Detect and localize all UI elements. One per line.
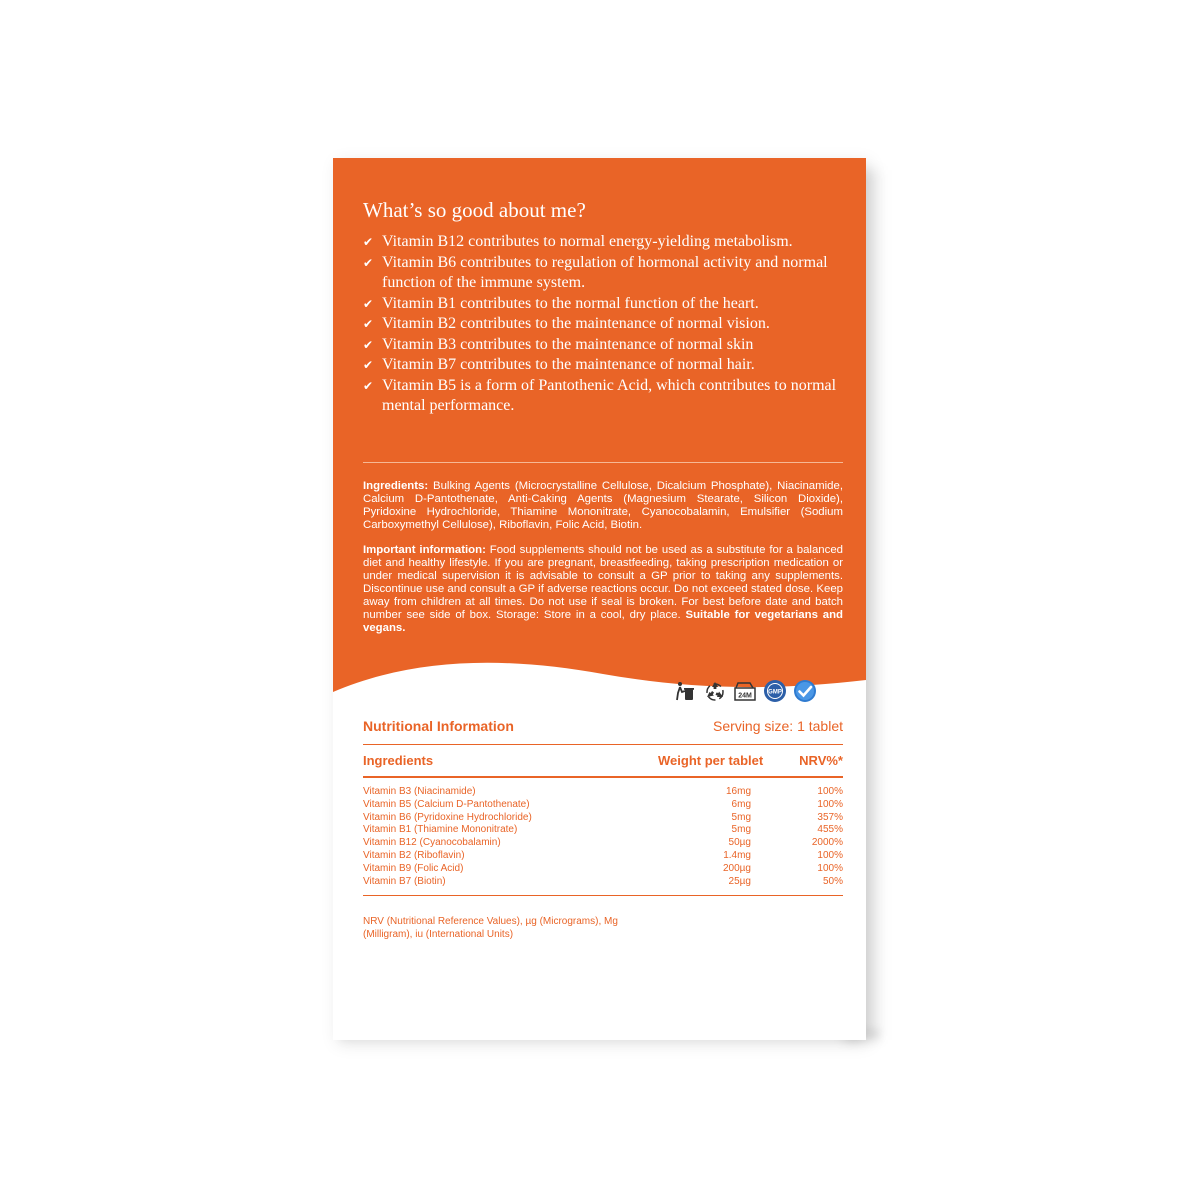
verified-check-icon bbox=[793, 679, 817, 703]
table-row bbox=[363, 786, 843, 799]
row-nrv: 100% bbox=[817, 798, 843, 810]
benefits-heading: What’s so good about me? bbox=[363, 198, 586, 222]
row-weight: 5mg bbox=[731, 811, 751, 823]
benefit-text: Vitamin B1 contributes to the normal function of the heart. bbox=[382, 294, 759, 312]
benefit-text: Vitamin B3 contributes to the maintenance of normal skin bbox=[382, 335, 754, 353]
benefit-text: Vitamin B7 contributes to the maintenance of normal hair. bbox=[382, 356, 755, 373]
benefit-text: Vitamin B12 contributes to normal energy-yielding metabolism. bbox=[382, 233, 793, 250]
table-bottom-rule bbox=[363, 895, 843, 896]
shelf-life-24m-icon bbox=[733, 679, 757, 703]
benefit-item bbox=[361, 253, 851, 294]
nrv-footnote: NRV (Nutritional Reference Values), µg (Micrograms), Mg (Milligram), iu (International Units) bbox=[363, 916, 618, 940]
ingredients-text: Bulking Agents (Microcrystalline Cellulose, Dicalcium Phosphate), Niacinamide, Calcium D-Pantothenate, Anti-Caking Agents (Magnesium Stearate, Silicon Dioxide), Pyridoxine Hydrochloride, Thiamine Mononitrate, Cyanocobalamin, Emulsifier (Sodium Carboxymethyl Cellulose), Riboflavin, Folic Acid, Biotin. bbox=[363, 480, 843, 531]
important-text: Food supplements should not be used as a substitute for a balanced diet and healthy lifestyle. If you are pregnant, breastfeeding, taking prescription medication or under medical supervision it is advisable to consult a GP prior to taking any supplements. Discontinue use and consult a GP if adverse reactions occur. Do not exceed stated dose. Keep away from children at all times. Do not use if seal is broken. For best before date and batch number see side of box. Storage: Store in a cool, dry place. bbox=[363, 544, 843, 621]
row-name: Vitamin B1 (Thiamine Mononitrate) bbox=[363, 824, 518, 836]
important-label: Important information: bbox=[363, 544, 486, 556]
header-rule bbox=[363, 776, 843, 778]
check-icon: ✔ bbox=[363, 358, 374, 372]
row-weight: 25µg bbox=[728, 875, 751, 887]
row-nrv: 357% bbox=[817, 811, 843, 823]
certification-icons bbox=[673, 678, 817, 704]
product-box-back bbox=[333, 158, 866, 1040]
row-name: Vitamin B3 (Niacinamide) bbox=[363, 786, 476, 797]
recycle-icon bbox=[703, 679, 727, 703]
check-icon: ✔ bbox=[363, 255, 374, 270]
check-icon: ✔ bbox=[363, 317, 374, 331]
important-paragraph bbox=[363, 544, 843, 635]
row-weight: 16mg bbox=[725, 786, 751, 797]
check-icon: ✔ bbox=[363, 337, 374, 352]
nutrition-rows bbox=[363, 786, 843, 888]
table-row bbox=[363, 863, 843, 876]
row-nrv: 100% bbox=[817, 862, 843, 874]
row-name: Vitamin B2 (Riboflavin) bbox=[363, 849, 465, 861]
table-row bbox=[363, 812, 843, 825]
row-nrv: 100% bbox=[817, 786, 843, 797]
check-icon: ✔ bbox=[363, 296, 374, 311]
row-nrv: 100% bbox=[817, 849, 843, 861]
benefit-item bbox=[361, 355, 851, 376]
row-name: Vitamin B9 (Folic Acid) bbox=[363, 862, 464, 874]
gmp-label: GMP bbox=[768, 689, 782, 696]
benefits-list bbox=[361, 232, 851, 417]
row-name: Vitamin B12 (Cyanocobalamin) bbox=[363, 837, 501, 849]
divider bbox=[363, 462, 843, 463]
ingredients-paragraph bbox=[363, 480, 843, 532]
benefit-text: Vitamin B2 contributes to the maintenance of normal vision. bbox=[382, 315, 770, 332]
row-weight: 200µg bbox=[722, 862, 751, 874]
benefit-item bbox=[361, 314, 851, 335]
row-weight: 6mg bbox=[731, 798, 751, 810]
table-row bbox=[363, 850, 843, 863]
row-name: Vitamin B6 (Pyridoxine Hydrochloride) bbox=[363, 811, 532, 823]
check-icon: ✔ bbox=[363, 235, 374, 249]
benefit-item bbox=[361, 376, 851, 417]
table-row bbox=[363, 837, 843, 850]
benefit-item bbox=[361, 294, 851, 315]
gmp-seal-icon bbox=[763, 679, 787, 703]
vegan-note: Suitable for vegetarians and vegans. bbox=[363, 609, 843, 634]
row-name: Vitamin B5 (Calcium D-Pantothenate) bbox=[363, 798, 530, 810]
table-row bbox=[363, 799, 843, 812]
serving-size: Serving size: 1 tablet bbox=[713, 718, 843, 734]
table-top-rule bbox=[363, 744, 843, 745]
benefit-text: Vitamin B5 is a form of Pantothenic Acid, which contributes to normal mental performance. bbox=[382, 376, 837, 414]
row-weight: 50µg bbox=[728, 837, 751, 849]
table-row bbox=[363, 876, 843, 889]
row-nrv: 50% bbox=[822, 875, 843, 887]
benefit-item bbox=[361, 232, 851, 253]
check-icon: ✔ bbox=[363, 378, 374, 393]
ingredients-label: Ingredients: bbox=[363, 480, 429, 492]
row-nrv: 455% bbox=[817, 824, 843, 836]
benefit-text: Vitamin B6 contributes to regulation of hormonal activity and normal function of the immune system. bbox=[382, 253, 828, 291]
row-weight: 1.4mg bbox=[723, 849, 751, 861]
header-nrv: NRV%* bbox=[799, 753, 843, 768]
tidyman-bin-icon bbox=[673, 679, 697, 703]
row-nrv: 2000% bbox=[811, 837, 843, 849]
row-name: Vitamin B7 (Biotin) bbox=[363, 875, 446, 887]
row-weight: 5mg bbox=[731, 824, 751, 836]
benefit-item bbox=[361, 335, 851, 356]
header-weight: Weight per tablet bbox=[658, 753, 764, 768]
shelf-life-label: 24M bbox=[738, 692, 752, 700]
header-ingredients: Ingredients bbox=[363, 753, 434, 768]
table-row bbox=[363, 824, 843, 837]
nutrition-title: Nutritional Information bbox=[363, 718, 514, 734]
